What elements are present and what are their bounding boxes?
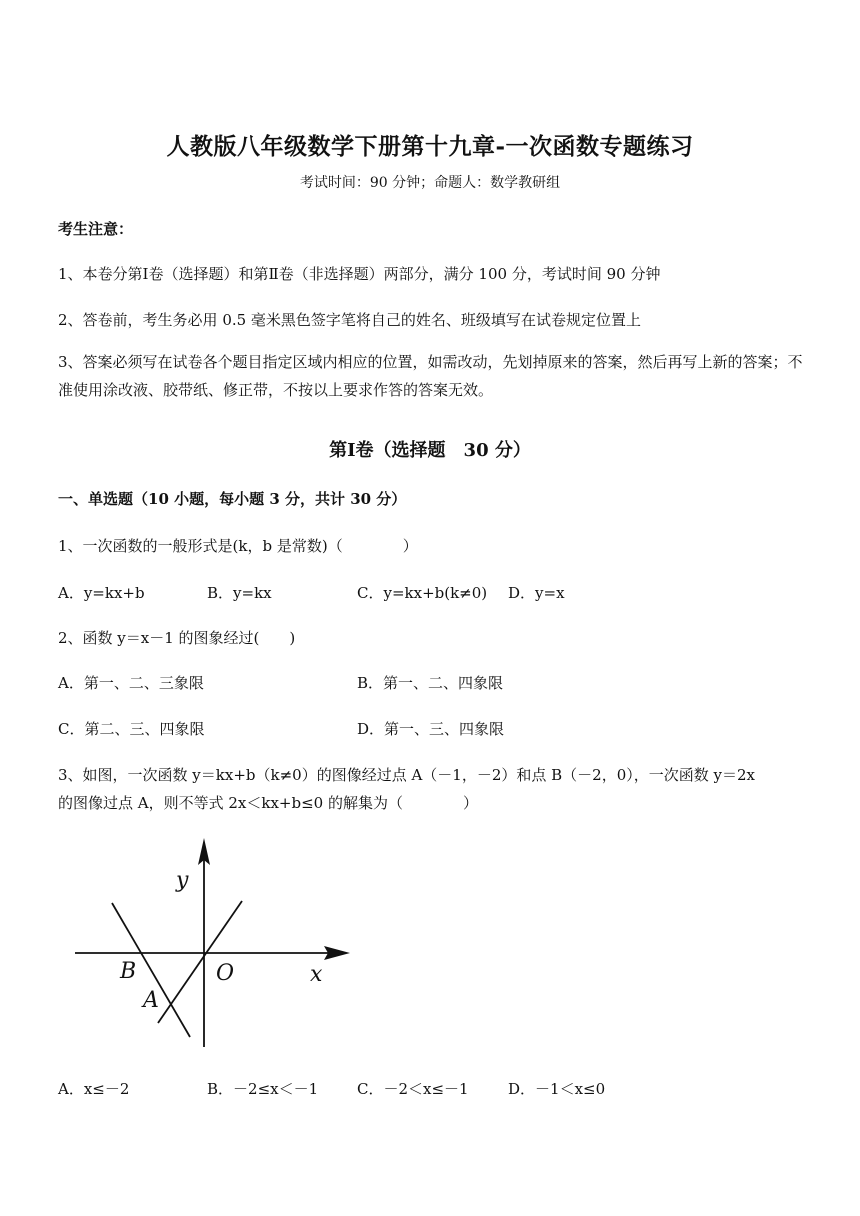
part-heading: 一、单选题（10 小题，每小题 3 分，共计 30 分） bbox=[58, 490, 407, 508]
x-axis-label: x bbox=[310, 962, 323, 987]
question-3-option-b[interactable]: B．－2≤x＜－1 bbox=[207, 1080, 319, 1098]
question-2-option-b[interactable]: B．第一、二、四象限 bbox=[357, 674, 504, 692]
question-2-stem: 2、函数 y＝x－1 的图象经过( ) bbox=[58, 629, 296, 647]
point-b-label: B bbox=[120, 959, 137, 984]
notice-item-1: 1、本卷分第Ⅰ卷（选择题）和第Ⅱ卷（非选择题）两部分，满分 100 分，考试时间 90 分钟 bbox=[58, 265, 661, 283]
question-1-option-d[interactable]: D．y=x bbox=[508, 584, 565, 602]
question-2-option-d[interactable]: D．第一、三、四象限 bbox=[357, 720, 505, 738]
question-3-figure bbox=[70, 835, 360, 1050]
question-3-option-d[interactable]: D．－1＜x≤0 bbox=[508, 1080, 606, 1098]
question-1-option-b[interactable]: B．y=kx bbox=[207, 584, 272, 602]
question-1-stem: 1、一次函数的一般形式是(k，b 是常数)（ ） bbox=[58, 537, 418, 555]
origin-label: O bbox=[216, 961, 235, 986]
notice-heading: 考生注意： bbox=[58, 220, 134, 238]
notice-item-3: 3、答案必须写在试卷各个题目指定区域内相应的位置，如需改动，先划掉原来的答案，然后再写上新的答案；不准使用涂改液、胶带纸、修正带，不按以上要求作答的答案无效。 bbox=[58, 353, 803, 399]
question-1-option-c[interactable]: C．y=kx+b(k≠0) bbox=[357, 584, 488, 602]
section-title: 第Ⅰ卷（选择题 30 分） bbox=[329, 440, 531, 461]
question-3-option-c[interactable]: C．－2＜x≤－1 bbox=[357, 1080, 469, 1098]
notice-item-2: 2、答卷前，考生务必用 0.5 毫米黑色签字笔将自己的姓名、班级填写在试卷规定位置上 bbox=[58, 311, 641, 329]
question-2-option-a[interactable]: A．第一、二、三象限 bbox=[58, 674, 204, 692]
y-axis-label: y bbox=[176, 868, 189, 893]
question-3-stem-line-2: 的图像过点 A，则不等式 2x＜kx+b≤0 的解集为（ ） bbox=[58, 794, 478, 812]
question-3-stem-line-1: 3、如图，一次函数 y＝kx+b（k≠0）的图像经过点 A（－1，－2）和点 B（－2，0），一次函数 y＝2x bbox=[58, 766, 756, 784]
question-1-option-a[interactable]: A．y=kx+b bbox=[58, 584, 145, 602]
question-2-option-c[interactable]: C．第二、三、四象限 bbox=[58, 720, 205, 738]
page-title: 人教版八年级数学下册第十九章-一次函数专题练习 bbox=[166, 133, 694, 160]
point-a-label: A bbox=[143, 988, 159, 1013]
exam-info: 考试时间：90 分钟；命题人：数学教研组 bbox=[299, 175, 561, 191]
question-3-option-a[interactable]: A．x≤－2 bbox=[58, 1080, 130, 1098]
